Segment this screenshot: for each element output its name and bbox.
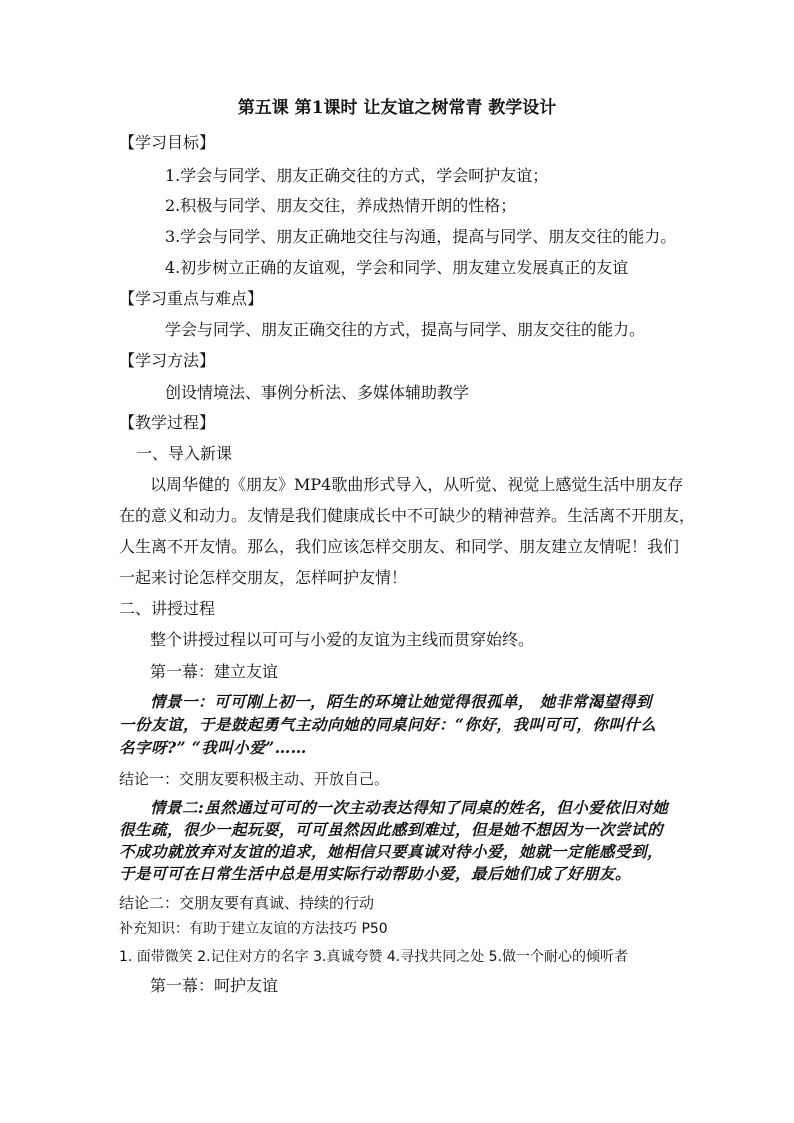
goal-item: 4.初步树立正确的友谊观，学会和同学、朋友建立发展真正的友谊 — [165, 258, 629, 277]
intro-heading: 一、导入新课 — [136, 444, 233, 463]
conclusion-one: 结论一：交朋友要积极主动、开放自己。 — [119, 770, 390, 788]
scene-one-line: 一份友谊，于是鼓起勇气主动向她的同桌问好：“你好，我叫可可，你叫什么 — [119, 715, 657, 734]
scene-two-line: 很生疏，很少一起玩耍，可可虽然因此感到难过，但是她不想因为一次尝试的 — [119, 820, 664, 839]
supplement-knowledge: 补充知识：有助于建立友谊的方法技巧 P50 — [119, 921, 388, 937]
intro-paragraph-line: 一起来讨论怎样交朋友，怎样呵护友情！ — [119, 568, 408, 587]
goal-item: 2.积极与同学、朋友交往，养成热情开朗的性格； — [165, 196, 517, 215]
process-heading: 【教学过程】 — [119, 413, 216, 432]
teach-heading: 二、讲授过程 — [119, 599, 216, 618]
scene-two-line: 情景二:虽然通过可可的一次主动表达得知了同桌的姓名，但小爱依旧对她 — [150, 798, 669, 817]
teach-intro: 整个讲授过程以可可与小爱的友谊为主线而贯穿始终。 — [150, 630, 535, 649]
page-title: 第五课 第1课时 让友谊之树常青 教学设计 — [237, 98, 557, 118]
scene-two-line: 于是可可在日常生活中总是用实际行动帮助小爱，最后她们成了好朋友。 — [119, 864, 632, 883]
methods-heading: 【学习方法】 — [119, 351, 216, 370]
conclusion-two: 结论二：交朋友要有真诚、持续的行动 — [119, 894, 375, 912]
act-two-heading: 第一幕：呵护友谊 — [150, 976, 279, 995]
key-points-text: 学会与同学、朋友正确交往的方式，提高与同学、朋友交往的能力。 — [165, 320, 646, 339]
goal-item: 1.学会与同学、朋友正确交往的方式，学会呵护友谊； — [165, 166, 549, 185]
act-one-heading: 第一幕：建立友谊 — [150, 662, 279, 681]
key-points-heading: 【学习重点与难点】 — [119, 289, 264, 308]
goal-item: 3.学会与同学、朋友正确地交往与沟通，提高与同学、朋友交往的能力。 — [165, 227, 677, 246]
intro-paragraph-line: 在的意义和动力。友情是我们健康成长中不可缺少的精神营养。生活离不开朋友， — [119, 506, 696, 525]
scene-one-line: 名字呀?” “我叫小爱”…… — [119, 738, 307, 757]
intro-paragraph-line: 人生离不开友情。那么，我们应该怎样交朋友、和同学、朋友建立友情呢！我们 — [119, 537, 680, 556]
intro-paragraph-line: 以周华健的《朋友》MP4歌曲形式导入，从听觉、视觉上感觉生活中朋友存 — [150, 475, 684, 494]
friendship-tips: 1. 面带微笑 2.记住对方的名字 3.真诚夸赞 4.寻找共同之处 5.做一个耐心的倾听者 — [119, 949, 629, 965]
scene-one-line: 情景一：可可刚上初一，陌生的环境让她觉得很孤单， 她非常渴望得到 — [150, 692, 652, 711]
goals-heading: 【学习目标】 — [119, 133, 216, 152]
methods-text: 创设情境法、事例分析法、多媒体辅助教学 — [165, 383, 470, 402]
scene-two-line: 不成功就放弃对友谊的追求，她相信只要真诚对待小爱，她就一定能感受到， — [119, 842, 664, 861]
